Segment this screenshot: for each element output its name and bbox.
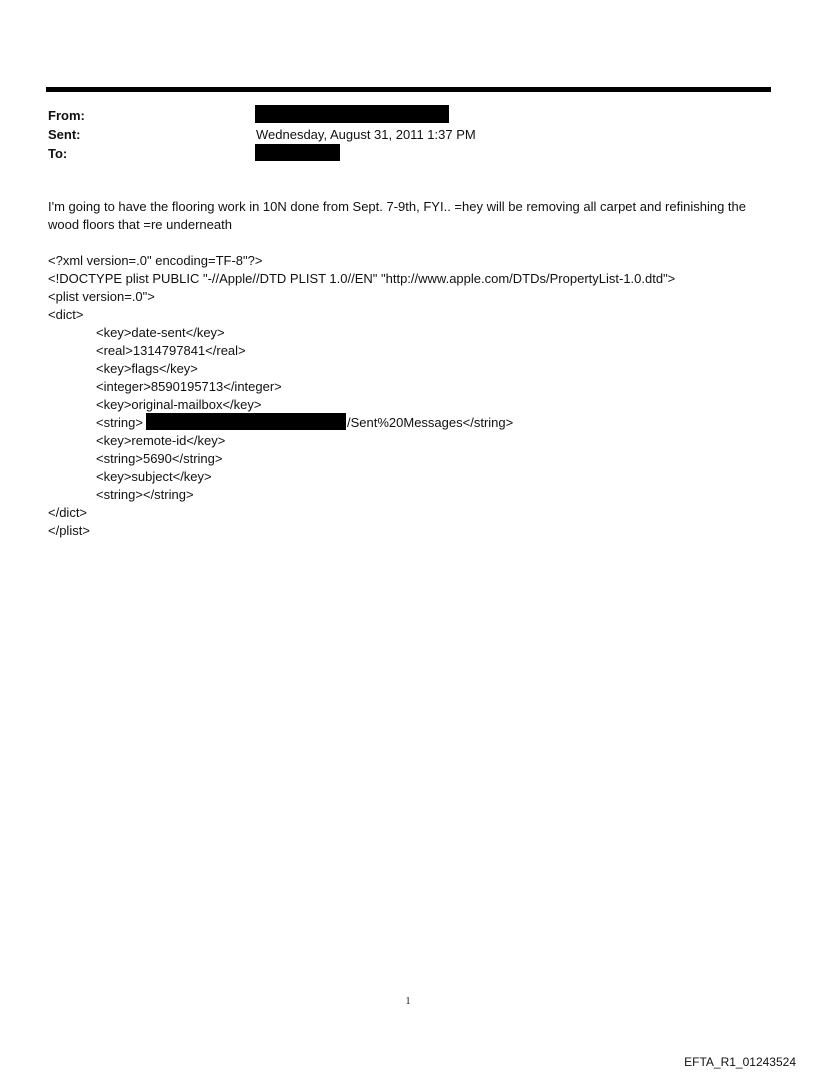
dict-close: </dict> bbox=[48, 505, 88, 520]
document-id: EFTA_R1_01243524 bbox=[684, 1055, 796, 1069]
plist-line: <key>flags</key> bbox=[96, 361, 198, 376]
mailbox-redaction bbox=[146, 413, 346, 430]
plist-line: <string>5690</string> bbox=[96, 451, 223, 466]
plist-line: <string></string> bbox=[96, 487, 194, 502]
email-body: I'm going to have the flooring work in 10N done from Sept. 7-9th, FYI.. =hey will be removing all carpet and refinishing the wood floors that =re underneath bbox=[48, 199, 746, 232]
header-rule bbox=[46, 87, 771, 92]
plist-line: <real>1314797841</real> bbox=[96, 343, 246, 358]
dict-open: <dict> bbox=[48, 307, 84, 322]
doctype-line: <!DOCTYPE plist PUBLIC "-//Apple//DTD PLIST 1.0//EN" "http://www.apple.com/DTDs/PropertyList-1.0.dtd"> bbox=[48, 271, 676, 286]
plist-line: <key>remote-id</key> bbox=[96, 433, 226, 448]
mailbox-prefix: <string> bbox=[96, 415, 143, 430]
plist-line: <key>date-sent</key> bbox=[96, 325, 225, 340]
plist-open: <plist version=.0"> bbox=[48, 289, 155, 304]
from-label: From: bbox=[48, 108, 85, 123]
sent-label: Sent: bbox=[48, 127, 81, 142]
page-number: 1 bbox=[405, 996, 411, 1007]
to-label: To: bbox=[48, 146, 68, 161]
to-redaction bbox=[255, 144, 340, 161]
mailbox-suffix: /Sent%20Messages</string> bbox=[347, 415, 514, 430]
plist-line: <integer>8590195713</integer> bbox=[96, 379, 282, 394]
from-redaction bbox=[255, 105, 449, 123]
plist-close: </plist> bbox=[48, 523, 90, 538]
sent-value: Wednesday, August 31, 2011 1:37 PM bbox=[256, 127, 476, 142]
xml-declaration: <?xml version=.0" encoding=TF-8"?> bbox=[48, 253, 263, 268]
plist-line: <key>original-mailbox</key> bbox=[96, 397, 262, 412]
plist-line: <key>subject</key> bbox=[96, 469, 212, 484]
